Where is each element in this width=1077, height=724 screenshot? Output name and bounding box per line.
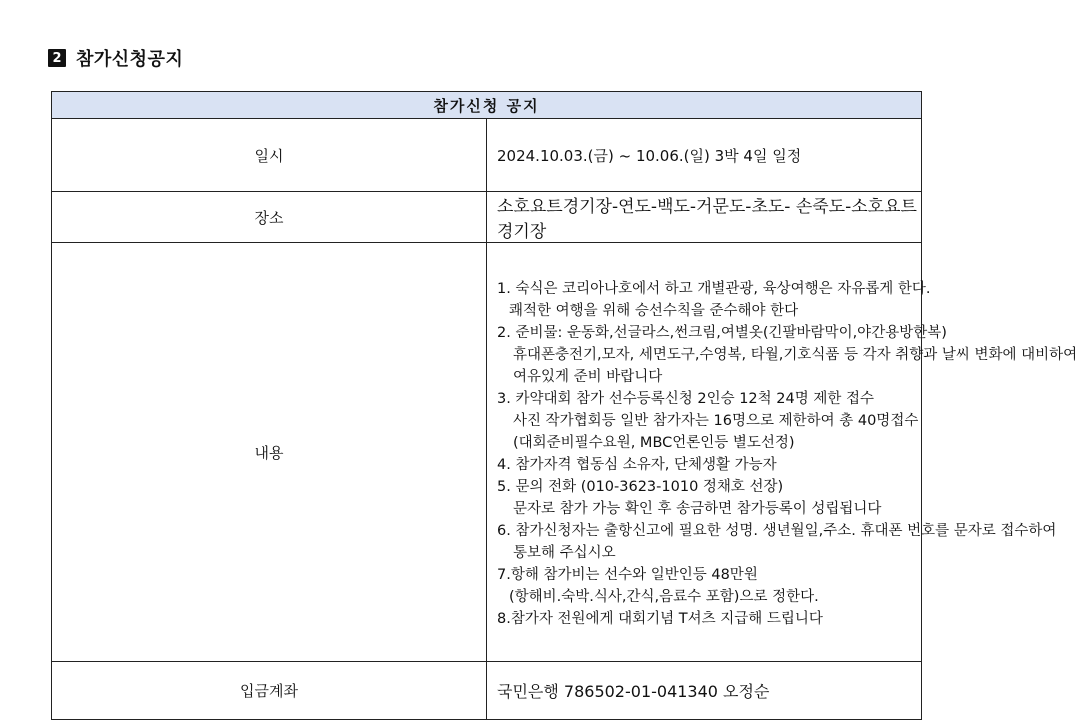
date-row bbox=[52, 119, 922, 192]
date-label: 일시 bbox=[52, 119, 487, 192]
place-row bbox=[52, 192, 922, 243]
content-line: 2. 준비물: 운동화,선글라스,썬크림,여별옷(긴팔바람막이,야간용방한복) bbox=[497, 325, 947, 341]
account-row bbox=[52, 662, 922, 720]
content-line: 3. 카약대회 참가 선수등록신청 2인승 12척 24명 제한 접수 bbox=[497, 391, 874, 407]
date-value: 2024.10.03.(금) ~ 10.06.(일) 3박 4일 일정 bbox=[487, 119, 922, 192]
notice-table bbox=[51, 91, 1077, 720]
content-lines bbox=[487, 274, 1077, 630]
content-line: (대회준비필수요원, MBC언론인등 별도선정) bbox=[513, 435, 795, 451]
section-number-badge: 2 bbox=[48, 49, 66, 67]
notice-title: 참가신청 공지 bbox=[52, 92, 922, 119]
content-line: 문자로 참가 가능 확인 후 송금하면 참가등록이 성립됩니다 bbox=[513, 501, 882, 517]
content-line: 쾌적한 여행을 위해 승선수칙을 준수해야 한다 bbox=[509, 303, 799, 319]
content-line: 1. 숙식은 코리아나호에서 하고 개별관광, 육상여행은 자유롭게 한다. bbox=[497, 281, 931, 297]
account-label: 입금계좌 bbox=[52, 662, 487, 720]
section-heading bbox=[48, 44, 183, 72]
place-value: 소호요트경기장-연도-백도-거문도-초도- 손죽도-소호요트경기장 bbox=[487, 192, 922, 243]
content-line: 통보해 주십시오 bbox=[513, 545, 616, 561]
content-row bbox=[52, 243, 922, 662]
account-value: 국민은행 786502-01-041340 오정순 bbox=[487, 662, 922, 720]
content-line: (항해비.숙박.식사,간식,음료수 포함)으로 정한다. bbox=[509, 589, 819, 605]
content-line: 4. 참가자격 협동심 소유자, 단체생활 가능자 bbox=[497, 457, 777, 473]
place-label: 장소 bbox=[52, 192, 487, 243]
content-line: 사진 작가협회등 일반 참가자는 16명으로 제한하여 총 40명접수 bbox=[513, 413, 919, 429]
content-line: 5. 문의 전화 (010-3623-1010 정채호 선장) bbox=[497, 479, 784, 495]
content-line: 여유있게 준비 바랍니다 bbox=[513, 369, 663, 385]
content-line: 7.항해 참가비는 선수와 일반인등 48만원 bbox=[497, 567, 758, 583]
content-value bbox=[487, 243, 1077, 662]
content-label: 내용 bbox=[52, 243, 487, 662]
content-line: 휴대폰충전기,모자, 세면도구,수영복, 타월,기호식품 등 각자 취향과 날씨 변화에 대비하여 bbox=[513, 347, 1077, 363]
notice-title-row bbox=[52, 92, 922, 119]
content-line: 8.참가자 전원에게 대회기념 T셔츠 지급해 드립니다 bbox=[497, 611, 823, 627]
section-title: 참가신청공지 bbox=[76, 49, 184, 70]
content-line: 6. 참가신청자는 출항신고에 필요한 성명. 생년월일,주소. 휴대폰 번호를 문자로 접수하여 bbox=[497, 523, 1057, 539]
